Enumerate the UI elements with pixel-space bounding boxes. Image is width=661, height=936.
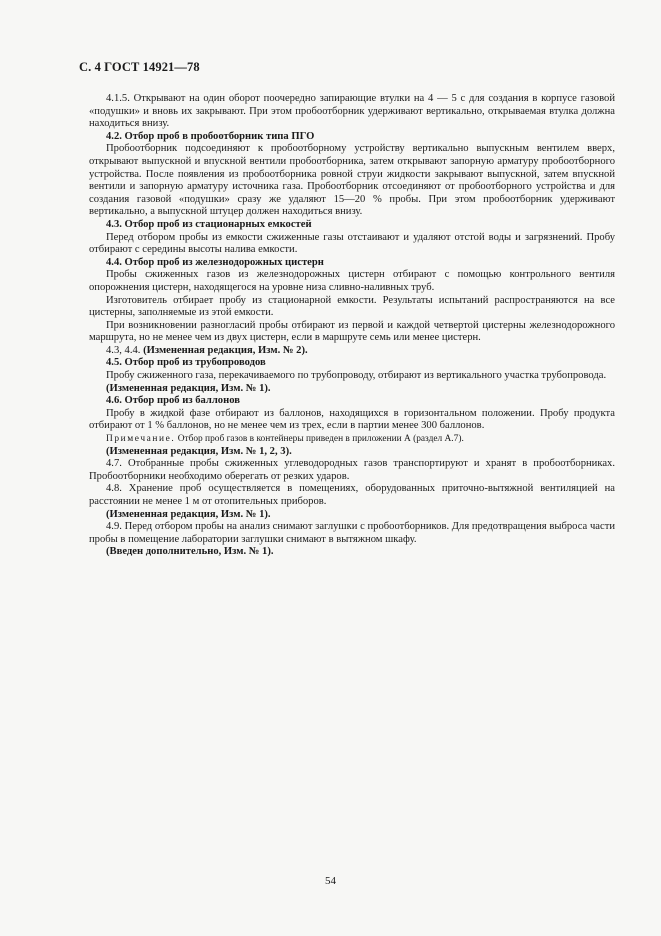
amendment-note: (Введен дополнительно, Изм. № 1). xyxy=(106,546,274,558)
paragraph-4-7: 4.7. Отобранные пробы сжиженных углеводородных газов транспортируют и хранят в пробоотборниках. Пробоотборники необходимо оберегать от резких ударов. xyxy=(89,458,615,482)
paragraph-4-8: 4.8. Хранение проб осуществляется в помещениях, оборудованных приточно-вытяжной вентиляцией на расстоянии не менее 1 м от отопительных приборов. xyxy=(89,483,615,507)
paragraph-4-3-body: Перед отбором пробы из емкости сжиженные газы отстаивают и удаляют отстой воды и загрязнений. Пробу отбирают с середины высоты налива емкости. xyxy=(89,231,615,256)
section-heading-4-2: 4.2. Отбор проб в пробоотборник типа ПГО xyxy=(106,130,315,142)
amendment-note: (Измененная редакция, Изм. № 1). xyxy=(106,382,271,394)
document-body xyxy=(89,93,615,559)
section-heading-4-6: 4.6. Отбор проб из баллонов xyxy=(106,395,240,407)
amendment-note: (Измененная редакция, Изм. № 2). xyxy=(143,344,308,356)
paragraph-4-1-5: 4.1.5. Открывают на один оборот поочередно запирающие втулки на 4 — 5 с для создания в корпусе газовой «подушки» и вновь их закрывают. При этом пробоотборник удерживают вертикально, открываемая втулка должна находиться внизу. xyxy=(89,93,615,130)
note-text: Отбор проб газов в контейнеры приведен в приложении А (раздел А.7). xyxy=(175,434,464,445)
paragraph-4-2-body: Пробоотборник подсоединяют к пробоотборному устройству вертикально выпускным вентилем вверх, открывают выпускной и впускной вентили пробоотборника, затем открывают запорную арматуру пробоотборного устройства. После появления из пробоотборника ровной струи жидкости закрывают выпускной, затем впускной вентили и запорную арматуру источника газа. Пробоотборник отсоединяют от пробоотборного устройства и для создания газовой «подушки» сразу же удаляют 15—20 % пробы. При этом пробоотборник удерживают вертикально, а выпускной штуцер должен находиться внизу. xyxy=(89,143,615,218)
section-heading-4-5: 4.5. Отбор проб из трубопроводов xyxy=(106,357,266,369)
section-heading-4-4: 4.4. Отбор проб из железнодорожных цистерн xyxy=(106,256,324,268)
paragraph-4-4-body-1: Пробы сжиженных газов из железнодорожных цистерн отбирают с помощью контрольного вентиля опорожнения цистерн, находящегося на уровне низа сливно-наливных труб. xyxy=(89,269,615,293)
paragraph-4-9: 4.9. Перед отбором пробы на анализ снимают заглушки с пробоотборников. Для предотвращения выброса части пробы в помещение лаборатории заглушки снимают в вытяжном шкафу. xyxy=(89,521,615,545)
paragraph-4-4-body-3: При возникновении разногласий пробы отбирают из первой и каждой четвертой цистерны железнодорожного маршрута, но не менее чем из двух цистерн, если в маршруте семь или менее цистерн. xyxy=(89,319,615,344)
paragraph-4-4-body-2: Изготовитель отбирает пробу из стационарной емкости. Результаты испытаний распространяются на все цистерны, заполняемые из этой емкости. xyxy=(89,294,615,319)
paragraph-4-5-body: Пробу сжиженного газа, перекачиваемого по трубопроводу, отбирают из вертикального участка трубопровода. xyxy=(106,370,607,382)
section-heading-4-3: 4.3. Отбор проб из стационарных емкостей xyxy=(106,218,312,230)
page-number: 54 xyxy=(325,875,336,887)
page-header: С. 4 ГОСТ 14921—78 xyxy=(79,60,200,74)
amendment-line-4-3-4-4 xyxy=(89,345,615,358)
note xyxy=(89,433,615,446)
amendment-note: (Измененная редакция, Изм. № 1, 2, 3). xyxy=(106,445,292,457)
amendment-note: (Измененная редакция, Изм. № 1). xyxy=(106,508,271,520)
note-label: Примечание. xyxy=(106,434,176,445)
amendment-ref: 4.3, 4.4. xyxy=(106,344,144,356)
paragraph-4-6-body: Пробу в жидкой фазе отбирают из баллонов, находящихся в горизонтальном положении. Пробу продукта отбирают от 1 % баллонов, но не менее чем из трех, если в партии менее 300 баллонов. xyxy=(89,407,615,432)
